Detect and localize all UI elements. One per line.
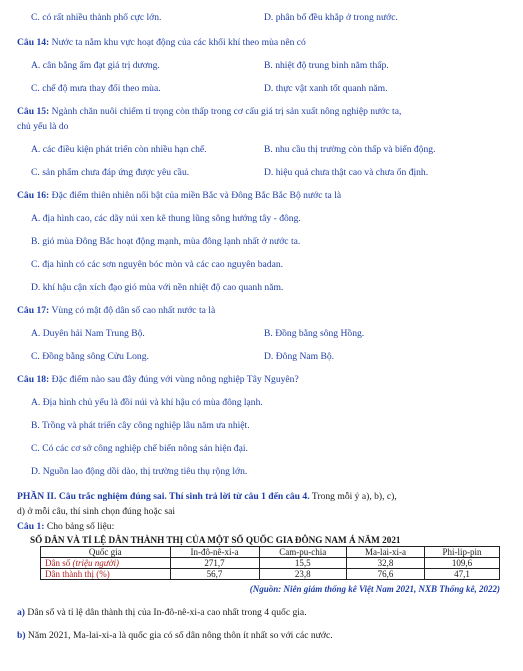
q16-option-a: A. địa hình cao, các dãy núi xen kẽ thung lũng sông hướng tây - đông.	[31, 213, 301, 224]
question-16: Câu 16: Đặc điểm thiên nhiên nổi bật của miền Bắc và Đông Bắc Bắc Bộ nước ta là	[17, 190, 342, 201]
table-cell: 23,8	[259, 569, 346, 580]
population-table	[40, 546, 500, 580]
table-header-cell: Quốc gia	[41, 547, 171, 558]
q17-option-d: D. Đông Nam Bộ.	[264, 351, 335, 362]
q16-option-d: D. khí hậu cận xích đạo gió mùa với nền nhiệt độ cao quanh năm.	[31, 282, 284, 293]
q15-option-a: A. các điều kiện phát triển còn nhiều hạn chế.	[31, 144, 207, 155]
q18-option-d: D. Nguồn lao động dồi dào, thị trường tiêu thụ rộng lớn.	[31, 466, 248, 477]
question-15-cont: chủ yếu là do	[17, 121, 69, 132]
table-header-cell: Phi-lip-pin	[424, 547, 499, 558]
table-header-cell: Ma-lai-xi-a	[346, 547, 424, 558]
table-row	[41, 569, 500, 580]
table-cell: 271,7	[170, 558, 259, 569]
q14-option-b: B. nhiệt độ trung bình năm thấp.	[264, 60, 389, 71]
table-cell: 32,8	[346, 558, 424, 569]
question-17: Câu 17: Vùng có mật độ dân số cao nhất nước ta là	[17, 305, 216, 316]
row-label-population: Dân số (triệu người)	[41, 558, 171, 569]
q16-option-c: C. địa hình có các sơn nguyên bóc mòn và các cao nguyên badan.	[31, 259, 284, 270]
q17-option-c: C. Đồng bằng sông Cửu Long.	[31, 351, 149, 362]
statement-b: b) Năm 2021, Ma-lai-xi-a là quốc gia có số dân nông thôn ít nhất so với các nước.	[17, 630, 333, 641]
statement-a: a) Dân số và tỉ lệ dân thành thị của In-đô-nê-xi-a cao nhất trong 4 quốc gia.	[17, 607, 307, 618]
q17-option-b: B. Đồng bằng sông Hồng.	[264, 328, 365, 339]
question-18: Câu 18: Đặc điểm nào sau đây đúng với vùng nông nghiệp Tây Nguyên?	[17, 374, 299, 385]
q13-option-d: D. phân bố đều khắp ở trong nước.	[264, 12, 398, 23]
q14-option-d: D. thực vật xanh tốt quanh năm.	[264, 83, 388, 94]
q18-option-a: A. Địa hình chủ yếu là đồi núi và khí hậu có mùa đông lạnh.	[31, 397, 263, 408]
table-source: (Nguồn: Niên giám thống kê Việt Nam 2021, NXB Thống kê, 2022)	[249, 584, 500, 594]
q15-option-b: B. nhu cầu thị trường còn thấp và biến động.	[264, 144, 436, 155]
table-cell: 47,1	[424, 569, 499, 580]
row-label-urban: Dân thành thị (%)	[41, 569, 171, 580]
part-2-question-1: Câu 1: Cho bảng số liệu:	[17, 521, 115, 532]
question-14: Câu 14: Nước ta nằm khu vực hoạt động của các khối khí theo mùa nên có	[17, 37, 306, 48]
q14-option-a: A. cân bằng ẩm đạt giá trị dương.	[31, 60, 160, 71]
question-15: Câu 15: Ngành chăn nuôi chiếm tỉ trọng còn thấp trong cơ cấu giá trị sản xuất nông nghiệp nước ta,	[17, 106, 402, 117]
q15-option-c: C. sản phẩm chưa đáp ứng được yêu cầu.	[31, 167, 190, 178]
table-cell: 15,5	[259, 558, 346, 569]
part-2-heading: PHẦN II. Câu trắc nghiệm đúng sai. Thí sinh trả lời từ câu 1 đến câu 4. Trong mỗi ý a), b), c),	[17, 491, 397, 502]
q18-option-b: B. Trồng và phát triển cây công nghiệp lâu năm ưa nhiệt.	[31, 420, 250, 431]
table-header-cell: In-đô-nê-xi-a	[170, 547, 259, 558]
q14-option-c: C. chế độ mưa thay đổi theo mùa.	[31, 83, 161, 94]
q13-option-c: C. có rất nhiều thành phố cực lớn.	[31, 12, 162, 23]
q15-option-d: D. hiệu quả chưa thật cao và chưa ổn định.	[264, 167, 429, 178]
q17-option-a: A. Duyên hải Nam Trung Bộ.	[31, 328, 145, 339]
q16-option-b: B. gió mùa Đông Bắc hoạt động mạnh, mùa đông lạnh nhất ở nước ta.	[31, 236, 301, 247]
table-cell: 76,6	[346, 569, 424, 580]
table-row	[41, 558, 500, 569]
table-cell: 109,6	[424, 558, 499, 569]
table-cell: 56,7	[170, 569, 259, 580]
part-2-heading-cont: d) ở mỗi câu, thí sinh chọn đúng hoặc sai	[17, 506, 176, 517]
table-header-row	[41, 547, 500, 558]
table-title: SỐ DÂN VÀ TỈ LỆ DÂN THÀNH THỊ CỦA MỘT SỐ QUỐC GIA ĐÔNG NAM Á NĂM 2021	[30, 535, 401, 545]
q18-option-c: C. Có các cơ sở công nghiệp chế biến nông sản hiện đại.	[31, 443, 248, 454]
table-header-cell: Cam-pu-chia	[259, 547, 346, 558]
